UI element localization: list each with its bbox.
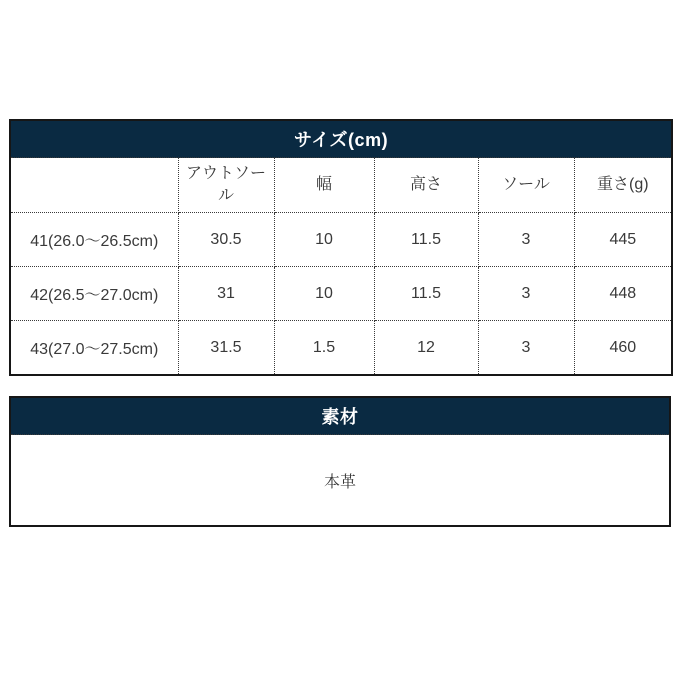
table-row — [10, 435, 670, 527]
cell-width: 10 — [274, 213, 374, 267]
row-label: 43(27.0〜27.5cm) — [10, 321, 178, 376]
cell-outsole: 30.5 — [178, 213, 274, 267]
column-header-width: 幅 — [274, 158, 374, 213]
column-header-empty — [10, 158, 178, 213]
cell-width: 1.5 — [274, 321, 374, 376]
cell-height: 11.5 — [374, 267, 478, 321]
cell-sole: 3 — [478, 213, 574, 267]
column-header-weight: 重さ(g) — [574, 158, 672, 213]
size-table-title: サイズ(cm) — [10, 120, 672, 158]
cell-weight: 445 — [574, 213, 672, 267]
material-title-row — [10, 397, 670, 435]
material-value: 本革 — [10, 435, 670, 527]
cell-height: 12 — [374, 321, 478, 376]
cell-height: 11.5 — [374, 213, 478, 267]
table-row — [10, 321, 672, 376]
table-row — [10, 267, 672, 321]
table-row — [10, 213, 672, 267]
cell-width: 10 — [274, 267, 374, 321]
material-table-title: 素材 — [10, 397, 670, 435]
size-table — [9, 119, 673, 376]
cell-sole: 3 — [478, 267, 574, 321]
row-label: 41(26.0〜26.5cm) — [10, 213, 178, 267]
cell-outsole: 31 — [178, 267, 274, 321]
size-table-header-row — [10, 158, 672, 213]
cell-weight: 448 — [574, 267, 672, 321]
cell-outsole: 31.5 — [178, 321, 274, 376]
material-table — [9, 396, 671, 527]
row-label: 42(26.5〜27.0cm) — [10, 267, 178, 321]
column-header-sole: ソール — [478, 158, 574, 213]
column-header-outsole: アウトソール — [178, 158, 274, 213]
cell-sole: 3 — [478, 321, 574, 376]
cell-weight: 460 — [574, 321, 672, 376]
size-table-title-row — [10, 120, 672, 158]
column-header-height: 高さ — [374, 158, 478, 213]
